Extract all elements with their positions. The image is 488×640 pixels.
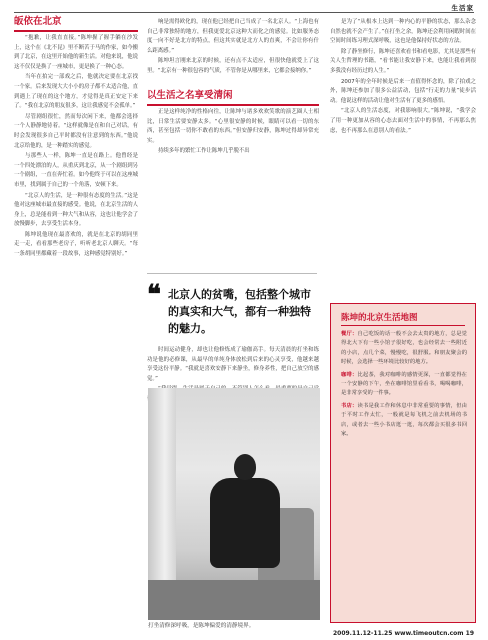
- middle-section-title: 以生活之名享受清闲: [147, 90, 233, 101]
- quote-mark-icon: ❝: [147, 280, 161, 310]
- middle-article-bottom: [147, 346, 319, 384]
- photo-figure-head: [234, 454, 256, 480]
- middle-paragraph: 时间运动健身，却也让他修炼成了瑜伽高手。每天清晨的打坐和练功是他的必修课，从最早的单纯身体放松到后来的心灵享受，他越来越享受这份平静。“我就是喜欢安静下来静坐，修身养性，把自己放空的感觉。”: [147, 347, 319, 382]
- middle-article-mid: [147, 108, 319, 268]
- right-paragraph: 除了静坐修行，陈坤还喜欢看书和看电影，尤其是那些有关人生哲理的书籍，“看书能让我安静下来，也能让我看到很多我没有经历过的人生。”: [330, 48, 476, 74]
- sidebar-entry-lead: 书店：: [341, 402, 358, 409]
- sidebar-entry-text: 读书是我工作和休息中非常重要的事情，但由于平时工作太忙，一般就是每飞机之前去机场的书店，或者去一些小书店逛一逛，每次都会买很多书回家。: [341, 402, 467, 438]
- sidebar-entry: [341, 371, 467, 399]
- left-article-column: [14, 34, 138, 628]
- middle-title-rule: [147, 104, 319, 106]
- sidebar-box-body: [341, 330, 467, 620]
- left-paragraph: 当年在拍完一部戏之后，他就决定要在北京找一个家。后来发现大大小小的房子都不太适合他，直到遇上了现在的这个地方，才觉得是真正安定下来了。“我在北京的朋友很多，这让我感觉不会孤单。”: [14, 74, 138, 110]
- middle-article-top: [147, 18, 319, 85]
- sidebar-entry: [341, 402, 467, 440]
- left-paragraph: “北京人的生活，是一种很有态度的生活。”这是他对这座城市最直接的感受。他说，在北京生活的人身上，总是能看到一种大气和从容，这也让他学会了放慢脚步，去享受生活本身。: [14, 192, 138, 228]
- left-paragraph: 陈坤说他现在最喜欢的，就是在北京的胡同里走一走，看看那些老房子，听听老北京人聊天。“每一条胡同里都藏着一段故事，这种感觉特别好。”: [14, 231, 138, 258]
- left-title-rule: [14, 30, 138, 32]
- sidebar-box: [330, 303, 476, 623]
- pullquote-rule: [147, 273, 317, 274]
- photo-caption: 打坐清修深呼吸，是陈坤偏爱的清静境界。: [148, 623, 255, 629]
- photo-figure-body: [210, 478, 280, 568]
- article-photo: [148, 388, 320, 620]
- sidebar-box-title: 陈坤的北京生活地图: [341, 313, 418, 323]
- middle-paragraph: 正是这样纯净的性格向往，让陈坤与诸多欢欢笑歌的演艺圈人士相比，日常生活要安静太多。“心里很安静的时候，眼睛可以看一切的东西，甚至包括一切你不敢看的东西。”但安静归安静，陈坤过得却异常充实。: [147, 109, 319, 144]
- sidebar-entry: [341, 330, 467, 368]
- sidebar-entry-text: 比起茶，我对咖啡的感情更深，一直都觉得在一个安静的下午，坐在咖啡馆里看看书，喝喝咖啡，是非常享受的一件事。: [341, 371, 467, 397]
- middle-paragraph: 陈坤坦言刚来北京的时候，还有点不太适应，但很快他就爱上了这里。“北京有一种很包容的气质，不管你是从哪里来，它都会接纳你。”: [147, 58, 319, 74]
- middle-paragraph: 响是需得欧化的，现在他已经把自己当成了一名北京人。“上海也有自己非常独特的地方，但我更爱北京这种大而化之的感觉。比如服务态度一向不好是北方的特点，但这其实就是北方人的直爽，不会让你有什么距离感。”: [147, 19, 319, 54]
- right-paragraph: 是为了“从根本上达到一种内心的平静的状态，那么杂念自然也就不会产生了。”在打坐之余，陈坤还会利用闲暇时间在空间时间练习理式深呼吸，这也是他保持好状态的方法。: [330, 19, 476, 45]
- sidebar-entry-lead: 咖啡：: [341, 371, 358, 378]
- pullquote: 北京人的贫嘴，包括整个城市的真实和大气，都有一种独特的魅力。: [168, 288, 311, 335]
- sidebar-entry-lead: 餐厅：: [341, 331, 358, 337]
- left-paragraph: “抱歉，让我直直接。”陈坤握了握手躺在沙发上，这个在《北不昆》里不断苦于马的作家，如今搬到了北京，在这里开始他的新生活。对他来说，他说这不仅仅是换了一座城市，更是换了一种心态。: [14, 35, 138, 70]
- left-paragraph: 尽管剧组很忙，然而每次闲下来，他都会选择一个人静静地待着。“这样就像是在和自己对话，有时会发现很多自己平时都没有注意到的东西。”他说北京给他的，是一种踏实的感觉。: [14, 113, 138, 149]
- left-section-title: 皈依在北京: [14, 16, 62, 27]
- sidebar-entry-text: 自己吃饭的话一般不会去太贵的地方，总是觉得北大下有一些小馆子很好吃，也会经常去一些附近的小店，点几个菜，慢慢吃，很舒服。和朋友聚会的时候，会选择一些环境比较好的地方。: [341, 331, 467, 366]
- photo-floor: [148, 580, 320, 620]
- middle-paragraph: 持续多年的繁忙工作让陈坤几乎脱不出: [158, 148, 250, 155]
- right-article-column: [330, 18, 476, 298]
- page-footer: 2009.11.12-11.25 www.timeoutcn.com 19: [332, 630, 474, 637]
- section-label: 生活家: [451, 4, 474, 12]
- right-paragraph: “北京人的生活态度，对我影响很大。”陈坤说，“我学会了用一种更加从容的心态去面对生活中的事情，不再那么焦虑，也不再那么在意别人的看法。”: [330, 108, 476, 134]
- right-paragraph: 2007年的全年时候是后来一直值得怀念的，除了拍戏之外，陈坤还参加了很多公益活动，包括“行走的力量”徒步活动。他说这样的活动让他对生活有了更多的感悟。: [330, 78, 476, 104]
- left-paragraph: 与那些人一样，陈坤一直是在路上。他曾经是一个四处漂泊的人，从重庆到北京，从一个剧组到另一个剧组，一直在奔忙着。如今他终于可以在这座城市里，找到属于自己的一个角落，安顿下来。: [14, 153, 138, 188]
- header-divider: [14, 12, 474, 13]
- sidebar-box-rule: [341, 325, 465, 326]
